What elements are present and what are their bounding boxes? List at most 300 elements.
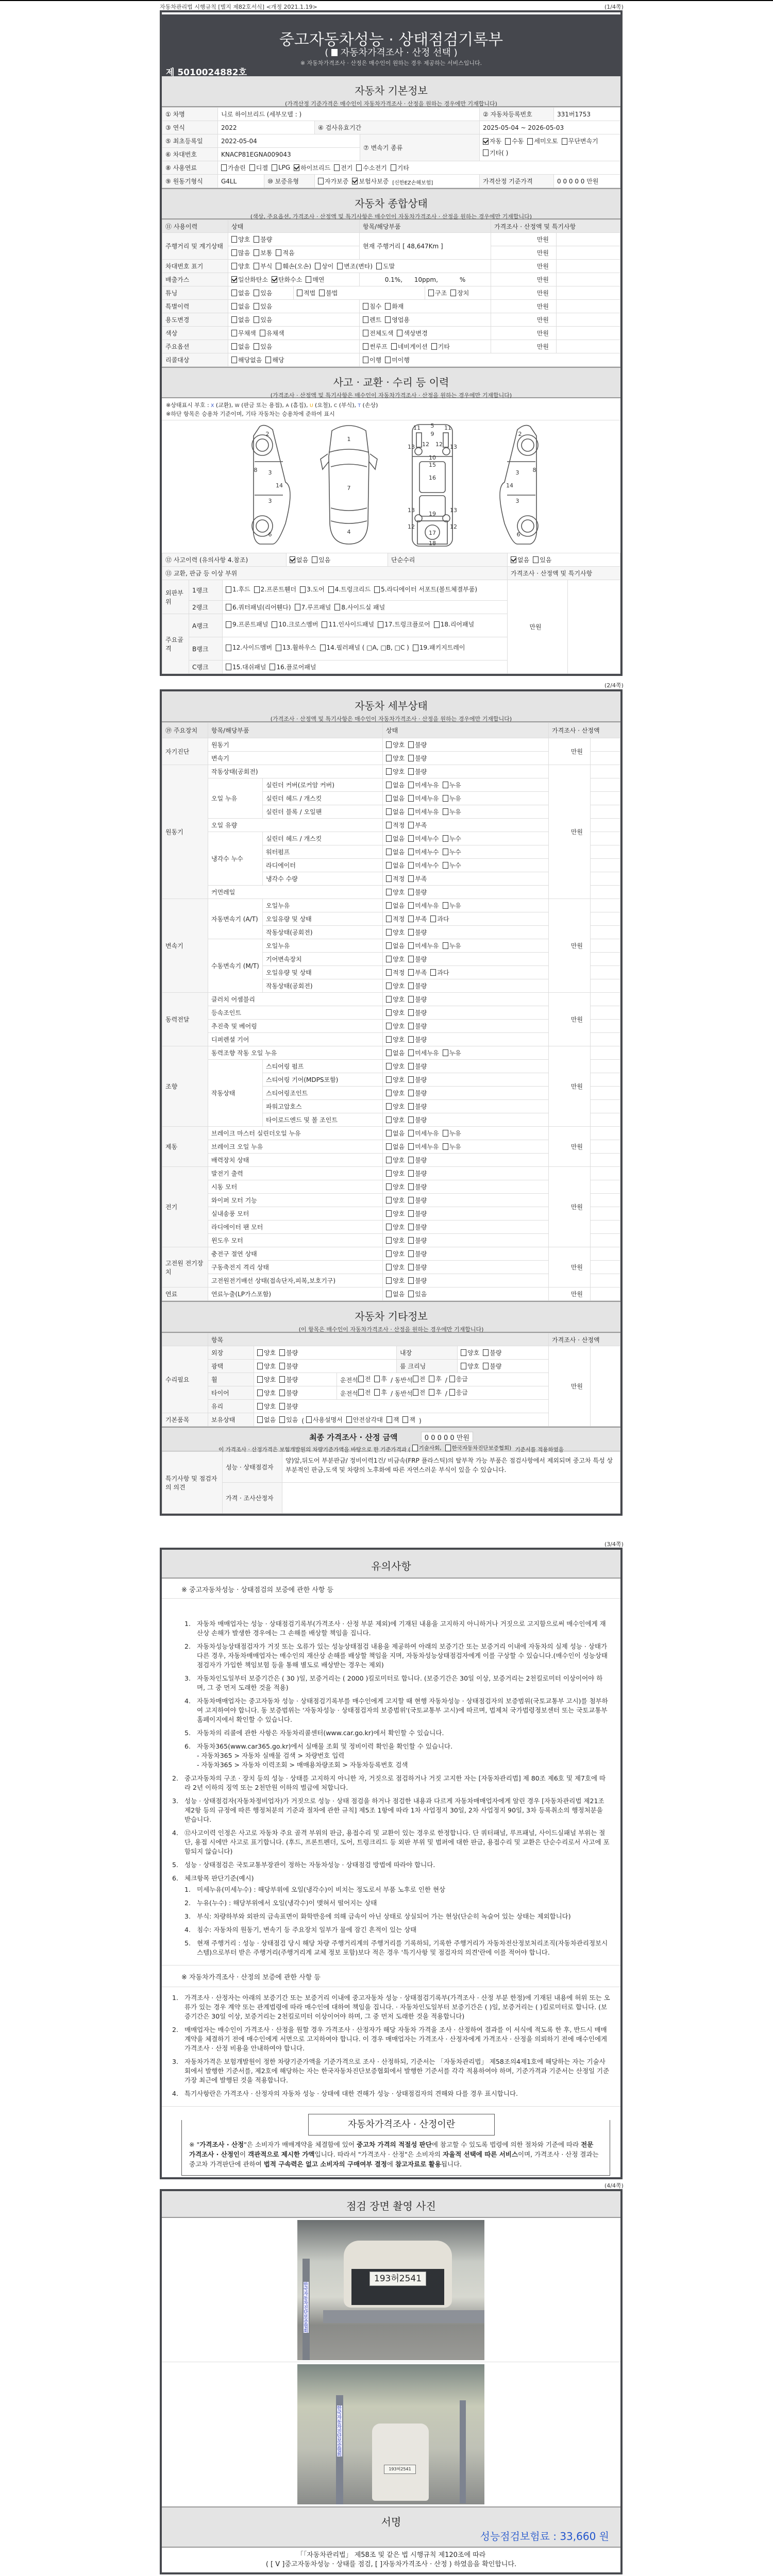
checkbox-option[interactable] bbox=[257, 1362, 276, 1370]
inspector-opinion[interactable]: 양)앞,뒤도어 부분판금/ 정비이력1건/ 비금속(FRP 플라스틱)의 탈부착 가능 부품은 점검사항에서 제외되며 중고차 특성 상 부분적인 판금,도색 및 차량의 노후화에 따른 자연스러운 부식이 있을 수 있습니다. bbox=[282, 1452, 620, 1483]
checkbox-option[interactable] bbox=[408, 740, 427, 749]
checkbox-option[interactable] bbox=[276, 248, 294, 257]
checkbox-label: 양호 bbox=[393, 768, 405, 775]
checkbox-option[interactable] bbox=[270, 663, 316, 671]
checkbox-option[interactable] bbox=[254, 248, 272, 257]
checkbox-option[interactable] bbox=[386, 1102, 405, 1111]
checkbox-option[interactable] bbox=[511, 555, 529, 564]
checkbox-option[interactable] bbox=[386, 1276, 405, 1285]
checkbox-option[interactable] bbox=[363, 302, 381, 311]
checkbox-option[interactable] bbox=[265, 355, 284, 364]
note-cell[interactable] bbox=[557, 260, 620, 273]
col-item: 항목/해당부품 bbox=[360, 220, 491, 233]
checkbox-option[interactable] bbox=[483, 1348, 501, 1357]
checkbox-option[interactable] bbox=[386, 1129, 405, 1138]
checkbox-option[interactable] bbox=[402, 1415, 415, 1424]
checkbox-option[interactable] bbox=[386, 834, 405, 843]
note-cell[interactable] bbox=[557, 327, 620, 340]
checkbox-option[interactable] bbox=[279, 1388, 298, 1397]
checkbox-option[interactable] bbox=[279, 1348, 298, 1357]
checkbox-option[interactable] bbox=[408, 981, 427, 990]
checkbox-option[interactable] bbox=[300, 585, 325, 594]
note-cell[interactable] bbox=[568, 580, 620, 674]
checkbox-option[interactable] bbox=[443, 1142, 461, 1151]
checkbox-option[interactable] bbox=[363, 342, 388, 351]
checkbox-option[interactable] bbox=[408, 1276, 427, 1285]
diagram-part-number: 8 bbox=[254, 467, 258, 473]
note-cell[interactable] bbox=[591, 1207, 620, 1221]
checkbox-option[interactable] bbox=[386, 1022, 405, 1030]
subtitle-text: 자동차가격조사 · 산정 선택 bbox=[340, 47, 451, 58]
meter-state bbox=[228, 246, 360, 260]
checkbox-option[interactable] bbox=[386, 955, 405, 963]
note-cell[interactable] bbox=[591, 1234, 620, 1247]
item-label: 실린더 블록 / 오일팬 bbox=[263, 805, 383, 819]
checkbox-option[interactable] bbox=[408, 1156, 427, 1164]
checkbox-option[interactable] bbox=[386, 1142, 405, 1151]
note-cell[interactable] bbox=[591, 1113, 620, 1127]
note-cell[interactable] bbox=[591, 1287, 620, 1301]
checkbox-option[interactable] bbox=[391, 342, 428, 351]
checkbox-option[interactable] bbox=[231, 289, 250, 297]
checkbox-option[interactable] bbox=[279, 1402, 298, 1411]
checkbox-option[interactable] bbox=[386, 928, 405, 937]
checkbox-option[interactable] bbox=[408, 888, 427, 896]
checkbox-option[interactable] bbox=[260, 329, 284, 337]
detail-row bbox=[162, 993, 620, 1006]
note-cell[interactable] bbox=[591, 765, 620, 778]
checkbox-option[interactable] bbox=[450, 289, 469, 297]
checkbox-option[interactable] bbox=[386, 1156, 405, 1164]
checkbox-option[interactable] bbox=[408, 1062, 427, 1071]
note-cell[interactable] bbox=[591, 912, 620, 926]
checkbox-option[interactable] bbox=[276, 262, 311, 270]
checkbox-option[interactable] bbox=[318, 177, 348, 185]
checkbox-option[interactable] bbox=[295, 603, 331, 612]
checkbox-option[interactable] bbox=[386, 1249, 405, 1258]
note-cell[interactable] bbox=[591, 752, 620, 765]
checkbox-option[interactable] bbox=[257, 1348, 276, 1357]
checkbox-option[interactable] bbox=[449, 1375, 468, 1383]
checkbox-option[interactable] bbox=[385, 302, 404, 311]
checkbox-option[interactable] bbox=[408, 1196, 427, 1205]
note-cell[interactable] bbox=[591, 792, 620, 805]
checkbox-label: 보험사보증 bbox=[359, 177, 389, 185]
checkbox-option[interactable] bbox=[408, 995, 427, 1004]
note-cell[interactable] bbox=[591, 926, 620, 939]
checkbox-option[interactable] bbox=[231, 355, 262, 364]
checkbox-option[interactable] bbox=[374, 1388, 387, 1397]
checkbox-option[interactable] bbox=[408, 901, 439, 910]
note-cell[interactable] bbox=[591, 953, 620, 966]
note-cell[interactable] bbox=[591, 1127, 620, 1140]
checkbox-option[interactable] bbox=[443, 834, 461, 843]
checkbox-option[interactable] bbox=[386, 1089, 405, 1097]
checkbox-option[interactable] bbox=[408, 1075, 427, 1084]
note-cell[interactable] bbox=[557, 313, 620, 327]
appraiser-opinion[interactable] bbox=[282, 1483, 620, 1514]
note-cell[interactable] bbox=[591, 738, 620, 752]
checkbox-option[interactable] bbox=[386, 1209, 405, 1218]
checkbox-option[interactable] bbox=[315, 262, 333, 270]
checkbox-option[interactable] bbox=[386, 1048, 405, 1057]
note-cell[interactable] bbox=[557, 340, 620, 353]
checkbox-option[interactable] bbox=[408, 941, 439, 950]
checkbox-option[interactable] bbox=[386, 1115, 405, 1124]
checkbox-option[interactable] bbox=[413, 643, 465, 652]
checkbox-option[interactable] bbox=[386, 1263, 405, 1272]
checkbox-option[interactable] bbox=[443, 781, 461, 789]
checkbox-option[interactable] bbox=[279, 1415, 298, 1424]
checkbox-option[interactable] bbox=[386, 861, 405, 870]
legend-text: (흠집), bbox=[291, 402, 308, 409]
checkbox-option[interactable] bbox=[386, 968, 405, 977]
checkbox-option[interactable] bbox=[391, 163, 409, 172]
checkbox-option[interactable] bbox=[322, 620, 374, 629]
note-cell[interactable] bbox=[591, 1073, 620, 1087]
checkbox-option[interactable] bbox=[430, 914, 449, 923]
state-options bbox=[383, 1060, 549, 1073]
checkbox-option[interactable] bbox=[231, 275, 268, 284]
checkbox-option[interactable] bbox=[276, 643, 316, 652]
checkbox-option[interactable] bbox=[290, 555, 308, 564]
item-number: 4. bbox=[184, 1926, 191, 1934]
checkbox-option[interactable] bbox=[352, 177, 389, 185]
checkbox-unchecked-icon bbox=[254, 343, 259, 350]
legend-code: W bbox=[234, 403, 240, 409]
checkbox-option[interactable] bbox=[408, 1263, 427, 1272]
checkbox-option[interactable] bbox=[231, 342, 250, 351]
checkbox-option[interactable] bbox=[386, 1008, 405, 1017]
checkbox-option[interactable] bbox=[249, 163, 268, 172]
checkbox-option[interactable] bbox=[408, 1236, 427, 1245]
checkbox-option[interactable] bbox=[386, 1415, 399, 1424]
checkbox-option[interactable] bbox=[408, 1290, 427, 1298]
checkbox-option[interactable] bbox=[408, 874, 427, 883]
note-cell[interactable] bbox=[591, 1006, 620, 1020]
checkbox-option[interactable] bbox=[386, 1236, 405, 1245]
checkbox-unchecked-icon bbox=[408, 1170, 414, 1177]
note-cell[interactable] bbox=[591, 1346, 620, 1427]
checkbox-option[interactable] bbox=[320, 643, 409, 652]
checkbox-option[interactable] bbox=[378, 620, 430, 629]
checkbox-option[interactable] bbox=[358, 1388, 371, 1397]
checkbox-option[interactable] bbox=[231, 262, 250, 270]
checkbox-unchecked-icon bbox=[386, 768, 392, 775]
checkbox-option[interactable] bbox=[428, 289, 447, 297]
checkbox-option[interactable] bbox=[533, 555, 551, 564]
note-cell[interactable] bbox=[557, 300, 620, 313]
checkbox-option[interactable] bbox=[376, 262, 395, 270]
checkbox-option[interactable] bbox=[386, 901, 405, 910]
checkbox-option[interactable] bbox=[374, 585, 477, 594]
checkbox-label: 양호 bbox=[393, 1263, 405, 1271]
checkbox-option[interactable] bbox=[408, 1089, 427, 1097]
checkbox-option[interactable] bbox=[527, 136, 558, 146]
checkbox-option[interactable] bbox=[272, 164, 290, 171]
note-cell[interactable] bbox=[591, 778, 620, 792]
checkbox-option[interactable] bbox=[408, 1223, 427, 1231]
checkbox-option[interactable] bbox=[254, 315, 272, 324]
checkbox-option[interactable] bbox=[254, 262, 272, 270]
checkbox-option[interactable] bbox=[386, 1290, 405, 1298]
checkbox-option[interactable] bbox=[312, 555, 330, 564]
checkbox-option[interactable] bbox=[408, 781, 439, 789]
checkbox-option[interactable] bbox=[408, 1022, 427, 1030]
note-cell[interactable] bbox=[591, 1247, 620, 1261]
checkbox-option[interactable] bbox=[231, 315, 250, 324]
note-cell[interactable] bbox=[591, 1033, 620, 1046]
checkbox-option[interactable] bbox=[461, 1348, 479, 1357]
checkbox-option[interactable] bbox=[386, 981, 405, 990]
checkbox-option[interactable] bbox=[408, 848, 439, 856]
checkbox-option[interactable] bbox=[408, 1249, 427, 1258]
item-text: 체크항목 판단기준(예시) bbox=[184, 1874, 254, 1882]
note-cell[interactable] bbox=[591, 872, 620, 886]
checkbox-option[interactable] bbox=[226, 620, 268, 629]
checkbox-option[interactable] bbox=[386, 941, 405, 950]
checkbox-option[interactable] bbox=[386, 1169, 405, 1178]
checkbox-option[interactable] bbox=[386, 1075, 405, 1084]
note-cell[interactable] bbox=[591, 832, 620, 845]
checkbox-option[interactable] bbox=[408, 955, 427, 963]
checkbox-option[interactable] bbox=[386, 767, 405, 776]
checkbox-label: 양호 bbox=[238, 235, 250, 243]
note-cell[interactable] bbox=[591, 1180, 620, 1194]
checkbox-option[interactable] bbox=[483, 1362, 501, 1370]
note-cell[interactable] bbox=[591, 1154, 620, 1167]
note-cell[interactable] bbox=[591, 1221, 620, 1234]
checkbox-option[interactable] bbox=[408, 1129, 439, 1138]
checkbox-option[interactable] bbox=[386, 807, 405, 816]
diagram-part-number: 1 bbox=[347, 436, 351, 443]
checkbox-option[interactable] bbox=[231, 302, 250, 311]
checkbox-option[interactable] bbox=[221, 163, 246, 172]
checkbox-option[interactable] bbox=[231, 248, 250, 257]
note-cell[interactable] bbox=[557, 273, 620, 286]
note-cell[interactable] bbox=[591, 859, 620, 872]
checkbox-option[interactable] bbox=[429, 1388, 442, 1397]
checkbox-option[interactable] bbox=[386, 1182, 405, 1191]
checkbox-option[interactable] bbox=[408, 767, 427, 776]
checkbox-option[interactable] bbox=[257, 1402, 276, 1411]
checkbox-option[interactable] bbox=[408, 1008, 427, 1017]
note-cell[interactable] bbox=[591, 979, 620, 993]
checkbox-option[interactable] bbox=[254, 235, 272, 244]
checkbox-option[interactable] bbox=[413, 1388, 426, 1397]
checkbox-option[interactable] bbox=[408, 928, 427, 937]
note-cell[interactable] bbox=[591, 819, 620, 832]
checkbox-label: 15.대쉬패널 bbox=[232, 663, 266, 671]
checkbox-option[interactable] bbox=[386, 914, 405, 923]
checkbox-option[interactable] bbox=[226, 663, 266, 671]
license-plate: 193허2541 bbox=[384, 2465, 416, 2474]
checkbox-option[interactable] bbox=[254, 302, 272, 311]
notice-item bbox=[172, 2025, 610, 2053]
checkbox-option[interactable] bbox=[334, 603, 385, 612]
checkbox-option[interactable] bbox=[272, 275, 302, 284]
checkbox-option[interactable] bbox=[385, 315, 410, 324]
checkbox-option[interactable] bbox=[363, 355, 381, 364]
checkbox-option[interactable] bbox=[408, 1115, 427, 1124]
note-cell[interactable] bbox=[591, 886, 620, 899]
checkbox-option[interactable] bbox=[272, 620, 318, 629]
note-cell[interactable] bbox=[591, 1261, 620, 1274]
checkbox-option[interactable] bbox=[408, 1209, 427, 1218]
checkbox-option[interactable] bbox=[408, 754, 427, 762]
checkbox-option[interactable] bbox=[408, 794, 439, 803]
checkbox-option[interactable] bbox=[254, 342, 272, 351]
checkbox-option[interactable] bbox=[408, 1102, 427, 1111]
checkbox-label: 양호 bbox=[393, 1103, 405, 1110]
checkbox-option[interactable] bbox=[443, 941, 461, 950]
checkbox-option[interactable] bbox=[434, 620, 474, 629]
checkbox-option[interactable] bbox=[430, 968, 449, 977]
checkbox-checked-icon bbox=[290, 556, 295, 563]
checkbox-option[interactable] bbox=[294, 163, 330, 172]
note-cell[interactable] bbox=[591, 1274, 620, 1287]
checkbox-option[interactable] bbox=[408, 821, 427, 829]
note-cell[interactable] bbox=[591, 1140, 620, 1154]
standard-options bbox=[412, 1447, 515, 1453]
checkbox-option[interactable] bbox=[385, 355, 410, 364]
checkbox-option[interactable] bbox=[505, 136, 524, 146]
note-cell[interactable] bbox=[557, 233, 620, 246]
checkbox-option[interactable] bbox=[483, 148, 508, 158]
checkbox-label: 불량 bbox=[415, 1089, 427, 1097]
checkbox-option[interactable] bbox=[431, 342, 450, 351]
checkbox-option[interactable] bbox=[408, 1142, 439, 1151]
checkbox-option[interactable] bbox=[408, 807, 439, 816]
checkbox-label: 양호 bbox=[393, 1196, 405, 1204]
checkbox-option[interactable] bbox=[397, 329, 427, 337]
checkbox-option[interactable] bbox=[386, 740, 405, 749]
note-cell[interactable] bbox=[591, 993, 620, 1006]
checkbox-option[interactable] bbox=[408, 1048, 439, 1057]
checkbox-option[interactable] bbox=[412, 1444, 442, 1452]
checkbox-option[interactable] bbox=[562, 136, 598, 146]
note-cell[interactable] bbox=[591, 805, 620, 819]
notice-item bbox=[184, 1899, 610, 1908]
note-cell[interactable] bbox=[591, 845, 620, 859]
checkbox-option[interactable] bbox=[226, 643, 272, 652]
checkbox-option[interactable] bbox=[226, 603, 291, 612]
diagram-part-number: 12 bbox=[408, 523, 415, 530]
note-cell[interactable] bbox=[591, 939, 620, 953]
checkbox-option[interactable] bbox=[328, 585, 371, 594]
item-label: 스티어링조인트 bbox=[263, 1087, 383, 1100]
checkbox-option[interactable] bbox=[231, 235, 250, 244]
checkbox-option[interactable] bbox=[386, 874, 405, 883]
note-cell[interactable] bbox=[591, 1167, 620, 1180]
checkbox-option[interactable] bbox=[408, 834, 439, 843]
checkbox-option[interactable] bbox=[429, 1375, 442, 1383]
checkbox-option[interactable] bbox=[257, 1375, 276, 1384]
checkbox-option[interactable] bbox=[443, 794, 461, 803]
checkbox-label: 없음 bbox=[393, 1290, 405, 1298]
checkbox-option[interactable] bbox=[297, 289, 315, 297]
checkbox-option[interactable] bbox=[386, 1223, 405, 1231]
checkbox-option[interactable] bbox=[337, 262, 373, 270]
checkbox-option[interactable] bbox=[319, 289, 338, 297]
checkbox-option[interactable] bbox=[408, 1182, 427, 1191]
note-cell[interactable] bbox=[557, 246, 620, 260]
checkbox-option[interactable] bbox=[443, 1129, 461, 1138]
note-cell[interactable] bbox=[591, 1087, 620, 1100]
checkbox-option[interactable] bbox=[386, 995, 405, 1004]
checkbox-option[interactable] bbox=[231, 329, 256, 337]
checkbox-option[interactable] bbox=[356, 163, 386, 172]
checkbox-option[interactable] bbox=[386, 794, 405, 803]
checkbox-option[interactable] bbox=[386, 1062, 405, 1071]
checkbox-option[interactable] bbox=[443, 1048, 461, 1057]
checkbox-option[interactable] bbox=[346, 1415, 383, 1424]
checkbox-option[interactable] bbox=[306, 1415, 343, 1424]
note-cell[interactable] bbox=[591, 1060, 620, 1073]
checkbox-option[interactable] bbox=[386, 848, 405, 856]
checkbox-unchecked-icon bbox=[408, 1036, 414, 1043]
checkbox-option[interactable] bbox=[386, 821, 405, 829]
checkbox-option[interactable] bbox=[306, 275, 324, 284]
checkbox-option[interactable] bbox=[334, 163, 352, 172]
checkbox-option[interactable] bbox=[279, 1362, 298, 1370]
note-cell[interactable] bbox=[591, 1100, 620, 1113]
checkbox-option[interactable] bbox=[461, 1362, 479, 1370]
checkbox-option[interactable] bbox=[408, 968, 427, 977]
checkbox-label: 불량 bbox=[415, 982, 427, 990]
checkbox-option[interactable] bbox=[443, 861, 461, 870]
checkbox-option[interactable] bbox=[443, 848, 461, 856]
checkbox-option[interactable] bbox=[408, 861, 439, 870]
checkbox-option[interactable] bbox=[449, 1388, 468, 1397]
checkbox-option[interactable] bbox=[254, 289, 272, 297]
checkbox-option[interactable] bbox=[386, 754, 405, 762]
checkbox-option[interactable] bbox=[254, 585, 296, 594]
checkbox-option[interactable] bbox=[257, 1388, 276, 1397]
checkbox-label: 미세누유 bbox=[415, 1129, 439, 1137]
sub-category: 냉각수 누수 bbox=[208, 832, 263, 886]
checkbox-option[interactable] bbox=[443, 807, 461, 816]
checkbox-option[interactable] bbox=[386, 1035, 405, 1044]
checkbox-option[interactable] bbox=[374, 1375, 387, 1383]
checkbox-option[interactable] bbox=[483, 136, 501, 146]
checkbox-option[interactable] bbox=[443, 901, 461, 910]
checkbox-option[interactable] bbox=[363, 315, 381, 324]
checkbox-option[interactable] bbox=[226, 585, 250, 594]
checkbox-option[interactable] bbox=[386, 888, 405, 896]
note-cell[interactable] bbox=[591, 899, 620, 912]
checkbox-option[interactable] bbox=[408, 914, 427, 923]
checkbox-option[interactable] bbox=[358, 1375, 371, 1383]
checkbox-option[interactable] bbox=[257, 1415, 276, 1424]
checkbox-option[interactable] bbox=[386, 781, 405, 789]
checkbox-label: 양호 bbox=[393, 1210, 405, 1217]
note-cell[interactable] bbox=[591, 966, 620, 979]
checkbox-option[interactable] bbox=[408, 1169, 427, 1178]
checkbox-option[interactable] bbox=[363, 329, 393, 337]
checkbox-label: 불량 bbox=[415, 928, 427, 936]
checkbox-option[interactable] bbox=[413, 1375, 426, 1383]
checkbox-option[interactable] bbox=[445, 1444, 512, 1452]
note-cell[interactable] bbox=[557, 286, 620, 300]
checkbox-option[interactable] bbox=[408, 1035, 427, 1044]
note-cell[interactable] bbox=[591, 1194, 620, 1207]
note-cell[interactable] bbox=[591, 1020, 620, 1033]
note-cell[interactable] bbox=[591, 1046, 620, 1060]
checkbox-unchecked-icon bbox=[386, 875, 392, 882]
checkbox-option[interactable] bbox=[279, 1375, 298, 1384]
checkbox-option[interactable] bbox=[386, 1196, 405, 1205]
